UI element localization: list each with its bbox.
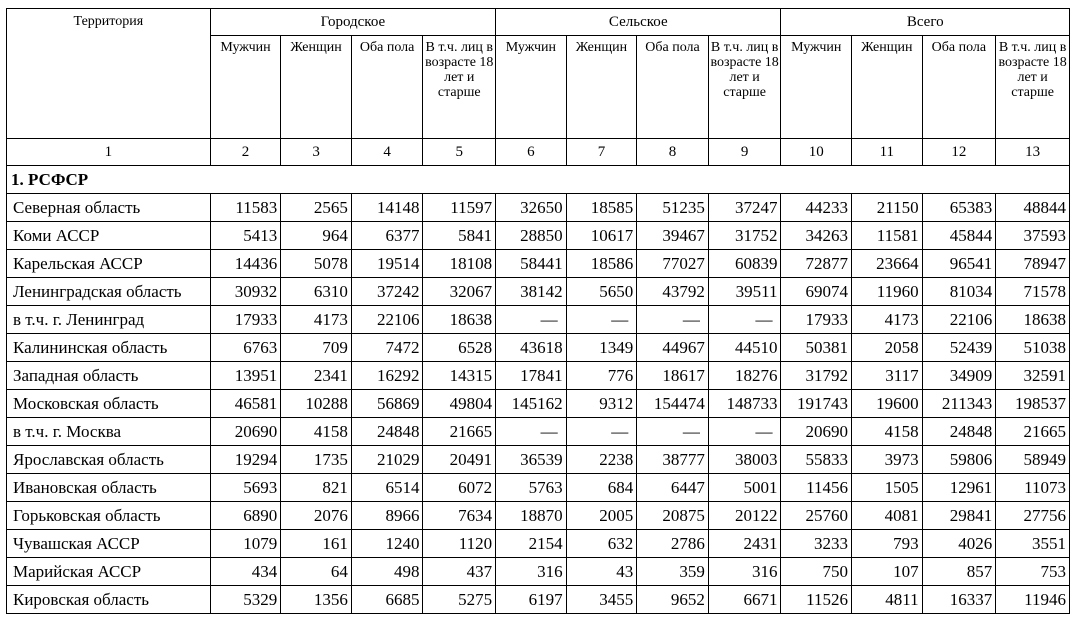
table-cell: 48844 [996, 194, 1070, 222]
table-cell: 2238 [566, 446, 637, 474]
table-cell: 2341 [281, 362, 352, 390]
table-cell: 4173 [852, 306, 923, 334]
table-cell: 20875 [637, 502, 709, 530]
table-cell: 4811 [852, 586, 923, 614]
table-cell: 4158 [852, 418, 923, 446]
table-cell: 72877 [781, 250, 852, 278]
table-cell: 96541 [922, 250, 996, 278]
table-cell: 6763 [210, 334, 281, 362]
table-cell: 20122 [708, 502, 781, 530]
table-cell: 34263 [781, 222, 852, 250]
table-cell: 18870 [496, 502, 567, 530]
column-number: 6 [496, 139, 567, 166]
table-cell: 34909 [922, 362, 996, 390]
territory-name: Ивановская область [7, 474, 211, 502]
table-cell: 43618 [496, 334, 567, 362]
table-cell: 60839 [708, 250, 781, 278]
table-cell: 81034 [922, 278, 996, 306]
table-cell: — [637, 418, 709, 446]
table-cell: 6671 [708, 586, 781, 614]
table-cell: 2431 [708, 530, 781, 558]
table-cell: 11456 [781, 474, 852, 502]
table-cell: 750 [781, 558, 852, 586]
table-cell: 20690 [210, 418, 281, 446]
territory-name: Западная область [7, 362, 211, 390]
table-cell: 5078 [281, 250, 352, 278]
table-cell: 5329 [210, 586, 281, 614]
table-cell: 776 [566, 362, 637, 390]
table-cell: 3973 [852, 446, 923, 474]
table-cell: 38142 [496, 278, 567, 306]
table-cell: 5275 [423, 586, 496, 614]
table-cell: 24848 [922, 418, 996, 446]
table-header [7, 9, 1070, 166]
table-cell: 437 [423, 558, 496, 586]
table-cell: 20690 [781, 418, 852, 446]
table-cell: 44967 [637, 334, 709, 362]
table-cell: 6447 [637, 474, 709, 502]
section-title: 1. РСФСР [7, 166, 1070, 194]
table-cell: 29841 [922, 502, 996, 530]
table-cell: 5413 [210, 222, 281, 250]
table-cell: 6685 [351, 586, 423, 614]
sub-header-total-men: Мужчин [781, 36, 852, 139]
table-cell: 32650 [496, 194, 567, 222]
table-cell: 46581 [210, 390, 281, 418]
table-cell: 25760 [781, 502, 852, 530]
table-cell: 154474 [637, 390, 709, 418]
table-cell: 4026 [922, 530, 996, 558]
table-cell: 2076 [281, 502, 352, 530]
table-cell: 58441 [496, 250, 567, 278]
table-cell: 964 [281, 222, 352, 250]
table-cell: 3551 [996, 530, 1070, 558]
table-cell: 19600 [852, 390, 923, 418]
table-cell: 107 [852, 558, 923, 586]
table-row [7, 362, 1070, 390]
table-cell: 64 [281, 558, 352, 586]
table-cell: 2058 [852, 334, 923, 362]
table-cell: 21150 [852, 194, 923, 222]
table-cell: 793 [852, 530, 923, 558]
table-cell: 4158 [281, 418, 352, 446]
table-row [7, 306, 1070, 334]
sub-header-rural-adults-18-plus: В т.ч. лиц в возрасте 18 лет и старше [708, 36, 781, 139]
column-number: 10 [781, 139, 852, 166]
table-cell: 498 [351, 558, 423, 586]
table-cell: 17933 [210, 306, 281, 334]
territory-name: Горьковская область [7, 502, 211, 530]
table-body [7, 166, 1070, 614]
table-cell: 1735 [281, 446, 352, 474]
table-cell: 19294 [210, 446, 281, 474]
table-cell: 359 [637, 558, 709, 586]
table-cell: 49804 [423, 390, 496, 418]
table-row [7, 222, 1070, 250]
table-cell: 50381 [781, 334, 852, 362]
table-cell: 857 [922, 558, 996, 586]
table-cell: 22106 [351, 306, 423, 334]
table-cell: 11583 [210, 194, 281, 222]
table-cell: 6310 [281, 278, 352, 306]
table-cell: 14436 [210, 250, 281, 278]
table-cell: 2565 [281, 194, 352, 222]
table-cell: 38003 [708, 446, 781, 474]
column-number: 8 [637, 139, 709, 166]
table-cell: 6528 [423, 334, 496, 362]
table-cell: 31752 [708, 222, 781, 250]
table-cell: 148733 [708, 390, 781, 418]
table-cell: 44233 [781, 194, 852, 222]
table-cell: 821 [281, 474, 352, 502]
table-cell: 51038 [996, 334, 1070, 362]
table-cell: 316 [708, 558, 781, 586]
table-row [7, 446, 1070, 474]
table-cell: 7634 [423, 502, 496, 530]
column-number: 11 [852, 139, 923, 166]
table-cell: 9652 [637, 586, 709, 614]
table-cell: 37593 [996, 222, 1070, 250]
table-cell: 5001 [708, 474, 781, 502]
table-cell: 14148 [351, 194, 423, 222]
table-cell: 22106 [922, 306, 996, 334]
table-cell: 11960 [852, 278, 923, 306]
table-cell: 11581 [852, 222, 923, 250]
sub-header-urban-both-sexes: Оба пола [351, 36, 423, 139]
table-cell: 27756 [996, 502, 1070, 530]
territory-name: Ярославская область [7, 446, 211, 474]
table-cell: 10288 [281, 390, 352, 418]
table-cell: 1356 [281, 586, 352, 614]
column-number-row [7, 139, 1070, 166]
table-cell: 11073 [996, 474, 1070, 502]
table-cell: 3117 [852, 362, 923, 390]
territory-header: Территория [7, 9, 211, 139]
table-cell: 684 [566, 474, 637, 502]
table-cell: 5763 [496, 474, 567, 502]
table-cell: 161 [281, 530, 352, 558]
table-cell: 24848 [351, 418, 423, 446]
table-cell: 18638 [996, 306, 1070, 334]
table-row [7, 334, 1070, 362]
table-cell: 3455 [566, 586, 637, 614]
table-cell: 44510 [708, 334, 781, 362]
table-cell: 709 [281, 334, 352, 362]
table-cell: — [637, 306, 709, 334]
column-number: 7 [566, 139, 637, 166]
table-cell: 6072 [423, 474, 496, 502]
table-cell: 1120 [423, 530, 496, 558]
territory-name: Коми АССР [7, 222, 211, 250]
table-cell: 21665 [996, 418, 1070, 446]
table-cell: 11946 [996, 586, 1070, 614]
table-cell: 11526 [781, 586, 852, 614]
table-cell: — [708, 306, 781, 334]
column-number: 3 [281, 139, 352, 166]
territory-name: Марийская АССР [7, 558, 211, 586]
table-cell: 28850 [496, 222, 567, 250]
territory-name: Московская область [7, 390, 211, 418]
table-cell: 45844 [922, 222, 996, 250]
table-cell: 19514 [351, 250, 423, 278]
table-cell: 18586 [566, 250, 637, 278]
table-cell: 198537 [996, 390, 1070, 418]
table-cell: 14315 [423, 362, 496, 390]
column-number: 9 [708, 139, 781, 166]
table-row [7, 586, 1070, 614]
table-cell: 5693 [210, 474, 281, 502]
group-header-total: Всего [781, 9, 1070, 36]
column-number: 5 [423, 139, 496, 166]
table-cell: 6890 [210, 502, 281, 530]
column-number: 13 [996, 139, 1070, 166]
table-cell: 6197 [496, 586, 567, 614]
column-number: 4 [351, 139, 423, 166]
table-cell: 21665 [423, 418, 496, 446]
table-cell: 18617 [637, 362, 709, 390]
table-cell: 16337 [922, 586, 996, 614]
table-cell: 13951 [210, 362, 281, 390]
table-cell: 6377 [351, 222, 423, 250]
table-cell: 191743 [781, 390, 852, 418]
table-cell: 9312 [566, 390, 637, 418]
territory-name: Чувашская АССР [7, 530, 211, 558]
sub-header-urban-adults-18-plus: В т.ч. лиц в возрасте 18 лет и старше [423, 36, 496, 139]
sub-header-total-both-sexes: Оба пола [922, 36, 996, 139]
table-row [7, 194, 1070, 222]
table-cell: 31792 [781, 362, 852, 390]
table-cell: 5650 [566, 278, 637, 306]
table-row [7, 558, 1070, 586]
table-cell: 12961 [922, 474, 996, 502]
table-cell: 4081 [852, 502, 923, 530]
table-cell: 56869 [351, 390, 423, 418]
table-row [7, 530, 1070, 558]
table-cell: 51235 [637, 194, 709, 222]
table-cell: 4173 [281, 306, 352, 334]
table-cell: 36539 [496, 446, 567, 474]
table-cell: 316 [496, 558, 567, 586]
table-cell: 43792 [637, 278, 709, 306]
table-cell: 1240 [351, 530, 423, 558]
table-cell: — [708, 418, 781, 446]
table-cell: 32067 [423, 278, 496, 306]
table-cell: 10617 [566, 222, 637, 250]
table-cell: 37242 [351, 278, 423, 306]
column-number: 1 [7, 139, 211, 166]
sub-header-total-women: Женщин [852, 36, 923, 139]
table-cell: 52439 [922, 334, 996, 362]
table-cell: 145162 [496, 390, 567, 418]
table-cell: 78947 [996, 250, 1070, 278]
table-cell: 21029 [351, 446, 423, 474]
table-cell: 39467 [637, 222, 709, 250]
table-cell: 17933 [781, 306, 852, 334]
table-cell: 11597 [423, 194, 496, 222]
table-cell: 6514 [351, 474, 423, 502]
table-cell: 18108 [423, 250, 496, 278]
table-cell: 3233 [781, 530, 852, 558]
table-cell: 55833 [781, 446, 852, 474]
table-cell: 7472 [351, 334, 423, 362]
table-cell: 71578 [996, 278, 1070, 306]
table-cell: 17841 [496, 362, 567, 390]
table-cell: 59806 [922, 446, 996, 474]
table-cell: — [496, 306, 567, 334]
sub-header-rural-men: Мужчин [496, 36, 567, 139]
territory-name: Ленинградская область [7, 278, 211, 306]
table-cell: 8966 [351, 502, 423, 530]
table-cell: 1349 [566, 334, 637, 362]
territory-name: Северная область [7, 194, 211, 222]
table-cell: 69074 [781, 278, 852, 306]
table-row [7, 278, 1070, 306]
table-row [7, 502, 1070, 530]
table-cell: 43 [566, 558, 637, 586]
sub-header-rural-both-sexes: Оба пола [637, 36, 709, 139]
table-cell: 18585 [566, 194, 637, 222]
table-cell: 2005 [566, 502, 637, 530]
column-number: 12 [922, 139, 996, 166]
table-cell: 65383 [922, 194, 996, 222]
table-cell: — [566, 418, 637, 446]
sub-header-urban-women: Женщин [281, 36, 352, 139]
table-cell: 211343 [922, 390, 996, 418]
territory-name: в т.ч. г. Ленинград [7, 306, 211, 334]
table-row [7, 418, 1070, 446]
table-cell: 632 [566, 530, 637, 558]
group-header-rural: Сельское [496, 9, 781, 36]
table-cell: 32591 [996, 362, 1070, 390]
table-row [7, 390, 1070, 418]
table-cell: 37247 [708, 194, 781, 222]
table-cell: 16292 [351, 362, 423, 390]
territory-name: в т.ч. г. Москва [7, 418, 211, 446]
table-row [7, 250, 1070, 278]
table-cell: 753 [996, 558, 1070, 586]
section-row [7, 166, 1070, 194]
column-number: 2 [210, 139, 281, 166]
table-cell: 2154 [496, 530, 567, 558]
table-cell: 23664 [852, 250, 923, 278]
sub-header-urban-men: Мужчин [210, 36, 281, 139]
sub-header-total-adults-18-plus: В т.ч. лиц в возрасте 18 лет и старше [996, 36, 1070, 139]
table-cell: 2786 [637, 530, 709, 558]
group-header-urban: Городское [210, 9, 495, 36]
table-cell: — [566, 306, 637, 334]
table-cell: 1505 [852, 474, 923, 502]
table-cell: 20491 [423, 446, 496, 474]
population-table [6, 8, 1070, 614]
table-cell: 5841 [423, 222, 496, 250]
territory-name: Калининская область [7, 334, 211, 362]
table-cell: 39511 [708, 278, 781, 306]
territory-name: Кировская область [7, 586, 211, 614]
table-cell: 77027 [637, 250, 709, 278]
table-row [7, 474, 1070, 502]
table-cell: 58949 [996, 446, 1070, 474]
territory-name: Карельская АССР [7, 250, 211, 278]
table-cell: 30932 [210, 278, 281, 306]
sub-header-rural-women: Женщин [566, 36, 637, 139]
table-cell: 18276 [708, 362, 781, 390]
table-cell: 18638 [423, 306, 496, 334]
table-cell: 434 [210, 558, 281, 586]
table-cell: 38777 [637, 446, 709, 474]
table-cell: — [496, 418, 567, 446]
table-cell: 1079 [210, 530, 281, 558]
